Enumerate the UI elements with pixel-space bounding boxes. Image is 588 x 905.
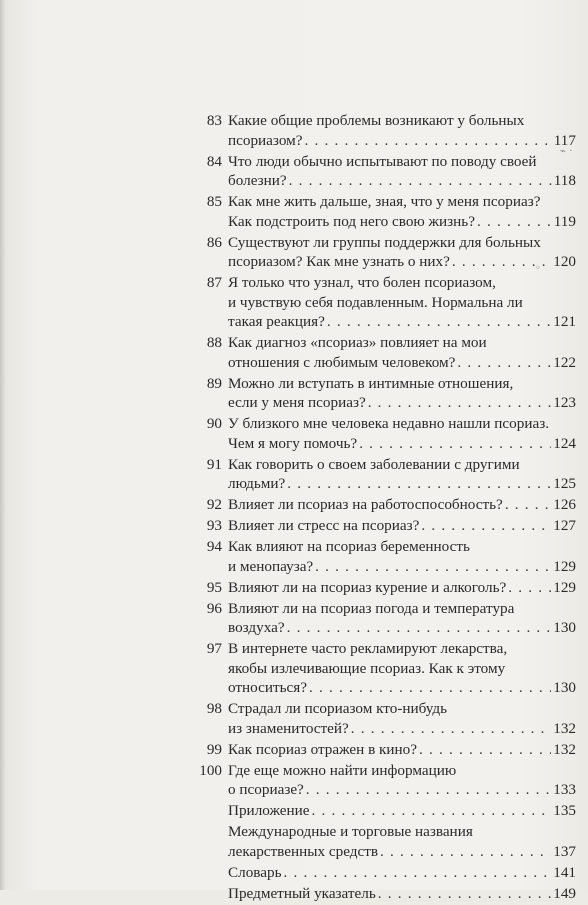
toc-page-number: 132 — [553, 740, 576, 758]
toc-entry — [196, 455, 576, 494]
toc-entry-title-line: псориазом? — [228, 131, 303, 149]
dot-leader — [380, 842, 551, 862]
toc-entry — [196, 233, 576, 272]
toc-entry-title-line: людьми? — [228, 475, 286, 492]
toc-entry-title-line: относиться? — [228, 679, 308, 696]
toc-page-number: 141 — [553, 863, 576, 881]
toc-entry-title-line: псориазом? Как мне узнать о них? — [228, 253, 450, 270]
toc-page-number: 120 — [553, 253, 576, 270]
dot-leader — [287, 474, 551, 494]
toc-entry-number: 100 — [199, 761, 222, 779]
toc-entry-title-line: Влияет ли стресс на псориаз? — [228, 517, 420, 534]
toc-entry — [196, 152, 576, 191]
toc-entry-number: 94 — [206, 538, 222, 555]
toc-page-number: 126 — [553, 496, 576, 513]
toc-entry-title-line: из знаменитостей? — [228, 719, 349, 737]
toc-entry-title-line: Международные и торговые названия — [228, 823, 473, 840]
toc-entry-number: 83 — [206, 112, 222, 129]
toc-entry-title-line: Влияют ли на псориаз курение и алкоголь? — [228, 578, 507, 596]
toc-entry-title-line: В интернете часто рекламируют лекарства, — [228, 640, 508, 657]
dot-leader — [309, 678, 551, 698]
dot-leader — [505, 495, 551, 515]
dot-leader — [287, 618, 552, 638]
toc-entry-title-line: Как подстроить под него свою жизнь? — [228, 212, 475, 230]
toc-entry-title-line: Я только что узнал, что болен псориазом, — [228, 274, 496, 291]
toc-entry-title-line: воздуха? — [228, 619, 285, 636]
dot-leader — [359, 434, 551, 454]
dot-leader — [508, 578, 551, 598]
toc-entry-title-line: Влияют ли на псориаз погода и температура — [228, 599, 515, 617]
toc-entry — [196, 801, 576, 821]
toc-entry-number: 93 — [206, 517, 222, 534]
dot-leader — [327, 312, 551, 332]
toc-entry-title-line: Как мне жить дальше, зная, что у меня псориаз? — [228, 193, 541, 210]
dot-leader — [477, 212, 552, 232]
toc-entry-title-line: Можно ли вступать в интимные отношения, — [228, 374, 514, 392]
dot-leader — [421, 516, 551, 536]
toc-entry — [196, 578, 576, 598]
toc-page-number: 124 — [553, 434, 576, 452]
dot-leader — [351, 719, 551, 739]
toc-entry-title-line: болезни? — [228, 172, 287, 189]
toc-page-number: 122 — [553, 353, 576, 371]
toc-page-number: 130 — [553, 619, 576, 636]
dot-leader — [305, 131, 552, 151]
toc-entry-number: 88 — [206, 334, 222, 351]
table-of-contents — [196, 111, 576, 905]
toc-entry-title-line: Как диагноз «псориаз» повлияет на мои — [228, 334, 487, 351]
toc-entry-title-line: и чувствую себя подавленным. Нормальна ли — [228, 293, 523, 311]
toc-entry — [196, 822, 576, 861]
toc-entry-title-line: Что люди обычно испытывают по поводу своей — [228, 152, 537, 170]
dot-leader — [457, 353, 551, 373]
dot-leader — [289, 171, 552, 191]
toc-entry — [196, 761, 576, 800]
toc-entry-title-line: Где еще можно найти информацию — [228, 761, 457, 779]
toc-page-number: 137 — [553, 842, 576, 860]
toc-entry-number: 86 — [206, 233, 222, 251]
toc-entry — [196, 414, 576, 453]
toc-entry — [196, 111, 576, 150]
toc-page-number: 129 — [553, 578, 576, 596]
toc-page-number: 149 — [553, 884, 576, 902]
toc-entry-title-line: отношения с любимым человеком? — [228, 353, 456, 371]
toc-entry-number: 90 — [206, 415, 222, 432]
toc-entry-title-line: Существуют ли группы поддержки для больных — [228, 233, 541, 251]
toc-entry — [196, 495, 576, 515]
dot-leader — [315, 557, 551, 577]
toc-page-number: 127 — [553, 517, 576, 534]
toc-entry — [196, 599, 576, 638]
dot-leader — [312, 801, 552, 821]
toc-entry-title-line: якобы излечивающие псориаз. Как к этому — [228, 659, 506, 677]
toc-entry-title-line: У близкого мне человека недавно нашли псориаз. — [228, 415, 549, 432]
toc-page-number: 132 — [553, 719, 576, 737]
dot-leader — [306, 780, 551, 800]
toc-entry-number: 95 — [206, 578, 222, 596]
toc-entry-title-line: Чем я могу помочь? — [228, 434, 358, 452]
toc-entry-title-line: о псориазе? — [228, 781, 304, 798]
toc-page-number: 118 — [553, 172, 576, 189]
toc-page-number: 123 — [553, 394, 576, 411]
toc-entry-title-line: Предметный указатель — [228, 884, 376, 902]
toc-entry — [196, 273, 576, 332]
toc-entry-title-line: Словарь — [228, 863, 282, 881]
toc-entry-number: 85 — [206, 193, 222, 210]
toc-page-number: 121 — [553, 313, 576, 330]
toc-entry-title-line: Как псориаз отражен в кино? — [228, 740, 418, 758]
toc-page-number: 117 — [553, 131, 576, 149]
page-fold-shadow — [0, 0, 6, 890]
dot-leader — [284, 863, 552, 883]
toc-entry — [196, 374, 576, 413]
toc-entry-number: 89 — [206, 374, 222, 392]
toc-entry-title-line: если у меня псориаз? — [228, 394, 366, 411]
toc-entry-title-line: Страдал ли псориазом кто-нибудь — [228, 700, 448, 717]
dot-leader — [378, 884, 551, 904]
toc-page-number: 119 — [553, 212, 576, 230]
toc-entry-number: 87 — [206, 274, 222, 291]
toc-page-number: 129 — [553, 557, 576, 575]
pencil-mark: ⌁ · — [560, 146, 573, 157]
toc-entry — [196, 740, 576, 760]
toc-entry — [196, 516, 576, 536]
toc-entry-title-line: Как влияют на псориаз беременность — [228, 538, 470, 555]
toc-entry — [196, 333, 576, 372]
toc-entry-number: 92 — [206, 496, 222, 513]
toc-entry — [196, 639, 576, 698]
dot-leader — [419, 740, 551, 760]
toc-entry-title-line: лекарственных средств — [228, 842, 379, 860]
toc-entry — [196, 699, 576, 738]
toc-page-number: 130 — [553, 679, 576, 696]
toc-entry-title-line: Как говорить о своем заболевании с другими — [228, 455, 520, 473]
toc-entry-title-line: Приложение — [228, 802, 310, 819]
toc-entry — [196, 192, 576, 231]
toc-entry-title-line: Влияет ли псориаз на работоспособность? — [228, 496, 503, 513]
toc-page-number: 125 — [553, 475, 576, 492]
toc-entry-number: 84 — [206, 152, 222, 170]
toc-entry — [196, 537, 576, 576]
toc-entry-title-line: Какие общие проблемы возникают у больных — [228, 112, 525, 129]
pencil-mark: ◦ — [535, 263, 541, 274]
toc-page-number: 133 — [553, 781, 576, 798]
toc-entry-title-line: и менопауза? — [228, 557, 314, 575]
toc-entry-number: 97 — [206, 640, 222, 657]
toc-page-number: 135 — [553, 802, 576, 819]
toc-entry-number: 98 — [206, 700, 222, 717]
dot-leader — [368, 393, 552, 413]
toc-entry — [196, 863, 576, 883]
toc-entry-number: 96 — [206, 599, 222, 617]
toc-entry-number: 91 — [206, 455, 222, 473]
toc-entry — [196, 884, 576, 904]
toc-entry-number: 99 — [206, 740, 222, 758]
toc-entry-title-line: такая реакция? — [228, 313, 325, 330]
